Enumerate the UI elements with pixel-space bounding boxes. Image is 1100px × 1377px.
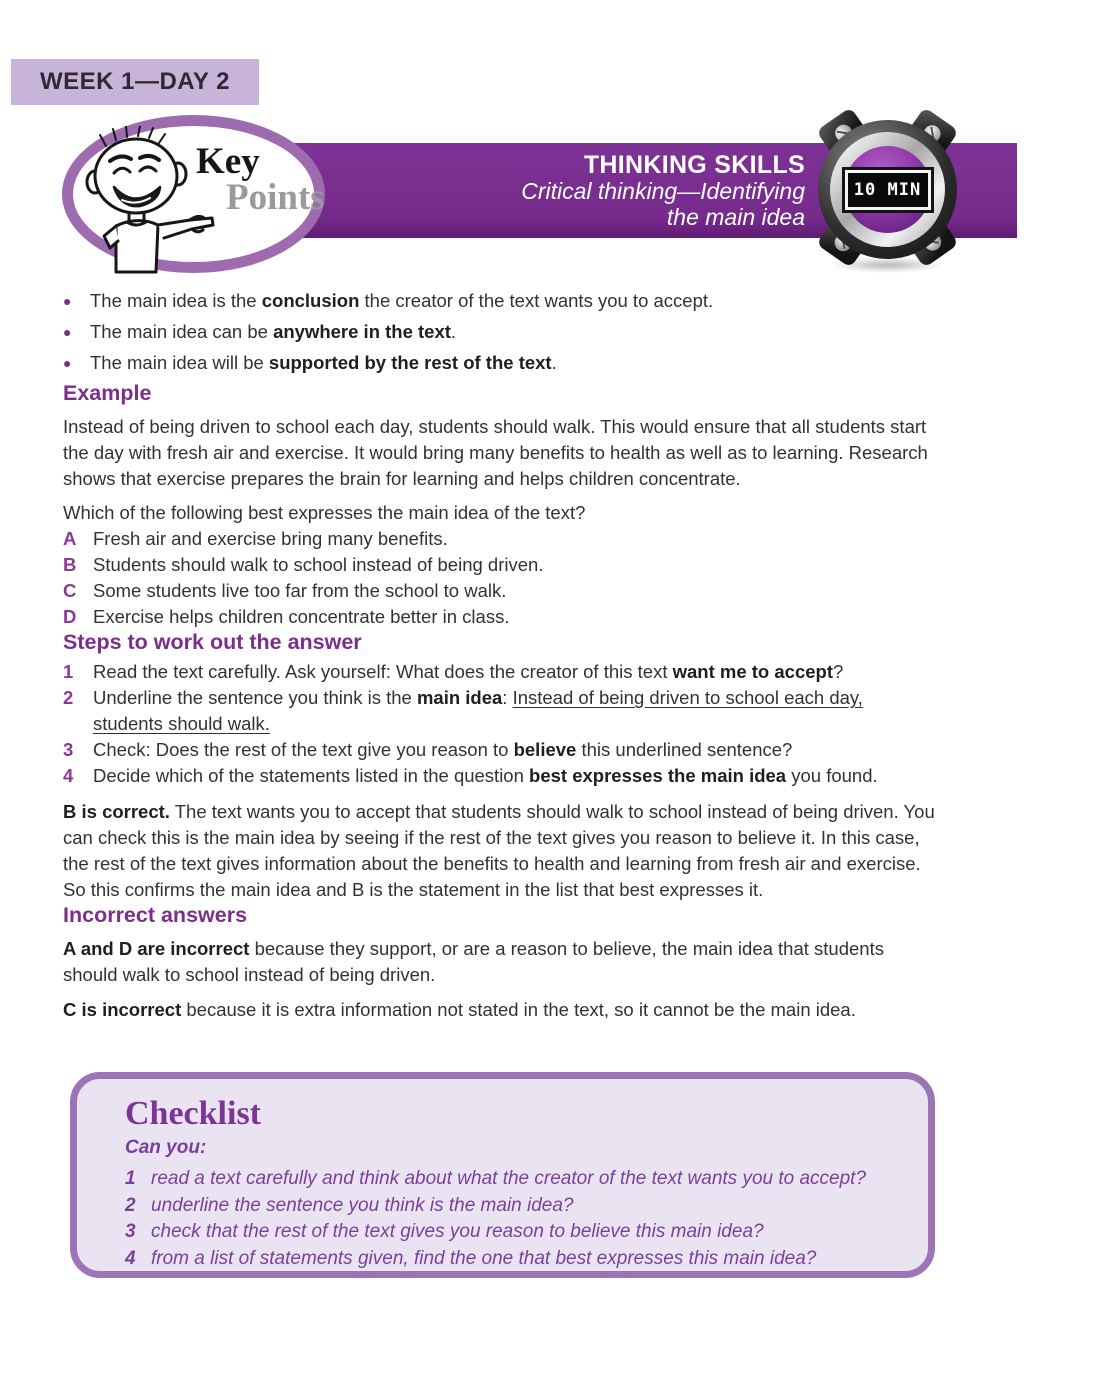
worksheet-content (63, 288, 935, 1023)
checklist-box (70, 1072, 935, 1278)
option-letter: B (63, 554, 77, 575)
answer-option (63, 578, 935, 604)
bullet-icon: ● (63, 355, 72, 371)
pointing-boy-illustration (74, 126, 249, 276)
answer-options-list (63, 526, 935, 630)
checklist-item-text: from a list of statements given, find the one that best expresses this main idea? (151, 1247, 817, 1269)
step-text: Underline the sentence you think is the main idea: Instead of being driven to school each day, students should walk. (93, 687, 863, 734)
checklist-item-number: 1 (125, 1168, 136, 1189)
incorrect-answer-paragraph: C is incorrect because it is extra information not stated in the text, so it cannot be the main idea. (63, 999, 856, 1020)
checklist-item-text: underline the sentence you think is the main idea? (151, 1194, 574, 1216)
checklist-item-text: check that the rest of the text gives you reason to believe this main idea? (151, 1221, 764, 1242)
bullet-icon: ● (63, 324, 72, 340)
step-number: 3 (63, 739, 74, 760)
checklist-item-number: 4 (125, 1247, 136, 1269)
steps-heading: Steps to work out the answer (63, 630, 362, 654)
answer-option (63, 604, 935, 630)
step-item (63, 763, 935, 789)
option-text: Some students live too far from the school to walk. (93, 580, 507, 601)
steps-list (63, 659, 935, 789)
incorrect-answer-paragraph: A and D are incorrect because they support, or are a reason to believe, the main idea that students should walk to school instead of being driven. (63, 938, 884, 985)
option-letter: D (63, 606, 77, 627)
key-point-text: The main idea can be anywhere in the text. (90, 321, 457, 342)
step-item (63, 737, 935, 763)
week-day-label: WEEK 1—DAY 2 (39, 68, 231, 95)
example-question: Which of the following best expresses the main idea of the text? (63, 502, 586, 523)
key-points-list (63, 288, 935, 376)
option-letter: C (63, 580, 77, 601)
checklist-item-number: 2 (125, 1194, 136, 1216)
option-text: Exercise helps children concentrate better in class. (93, 606, 510, 627)
key-point-item (63, 319, 935, 345)
bullet-icon: ● (63, 293, 72, 309)
week-day-banner (11, 59, 259, 105)
key-point-item (63, 288, 935, 314)
banner-subtitle-line1: Critical thinking—Identifying (521, 177, 805, 204)
step-item (63, 659, 935, 685)
step-number: 4 (63, 765, 74, 786)
example-paragraph: Instead of being driven to school each day, students should walk. This would ensure that all students start the day with fresh air and exercise. It would bring many benefits to health as well as to learning. Research shows that exercise prepares the brain for learning and helps children concentrate. (63, 416, 928, 489)
answer-option (63, 526, 935, 552)
checklist-intro: Can you: (125, 1137, 207, 1158)
checklist-item-number: 3 (125, 1221, 136, 1242)
banner-title: THINKING SKILLS (583, 150, 805, 179)
example-heading: Example (63, 381, 152, 405)
option-text: Fresh air and exercise bring many benefits. (93, 528, 448, 549)
step-text: Read the text carefully. Ask yourself: What does the creator of this text want me to accept? (93, 661, 844, 682)
checklist-item (125, 1219, 900, 1246)
checklist-item-text: read a text carefully and think about what the creator of the text wants you to accept? (151, 1168, 867, 1189)
banner-subtitle-line2: the main idea (666, 203, 805, 230)
incorrect-answers-paragraphs (63, 936, 935, 1023)
key-point-item (63, 350, 935, 376)
option-text: Students should walk to school instead of being driven. (93, 554, 544, 575)
step-item (63, 685, 935, 737)
badge-word-points: Points (226, 177, 325, 218)
badge-word-key: Key (196, 141, 260, 182)
step-text: Check: Does the rest of the text give you reason to believe this underlined sentence? (93, 739, 793, 760)
correct-answer-explanation: B is correct. The text wants you to accept that students should walk to school instead of being driven. You can check this is the main idea by seeing if the rest of the text gives you reason to believe it. In this case, the rest of the text gives information about the benefits to health and learning from fresh air and exercise. So this confirms the main idea and B is the statement in the list that best expresses it. (63, 801, 935, 900)
checklist-item (125, 1246, 900, 1273)
timer-10min-icon (810, 112, 965, 267)
step-number: 2 (63, 687, 74, 708)
checklist-items (125, 1166, 900, 1272)
incorrect-answers-heading: Incorrect answers (63, 903, 248, 927)
answer-option (63, 552, 935, 578)
checklist-item (125, 1193, 900, 1220)
step-text: Decide which of the statements listed in the question best expresses the main idea you found. (93, 765, 878, 786)
timer-display: 10 MIN (845, 170, 931, 210)
checklist-item (125, 1166, 900, 1193)
step-number: 1 (63, 661, 74, 682)
checklist-heading: Checklist (125, 1095, 261, 1132)
key-point-text: The main idea is the conclusion the creator of the text wants you to accept. (90, 290, 714, 311)
key-point-text: The main idea will be supported by the rest of the text. (90, 352, 557, 373)
option-letter: A (63, 528, 77, 549)
